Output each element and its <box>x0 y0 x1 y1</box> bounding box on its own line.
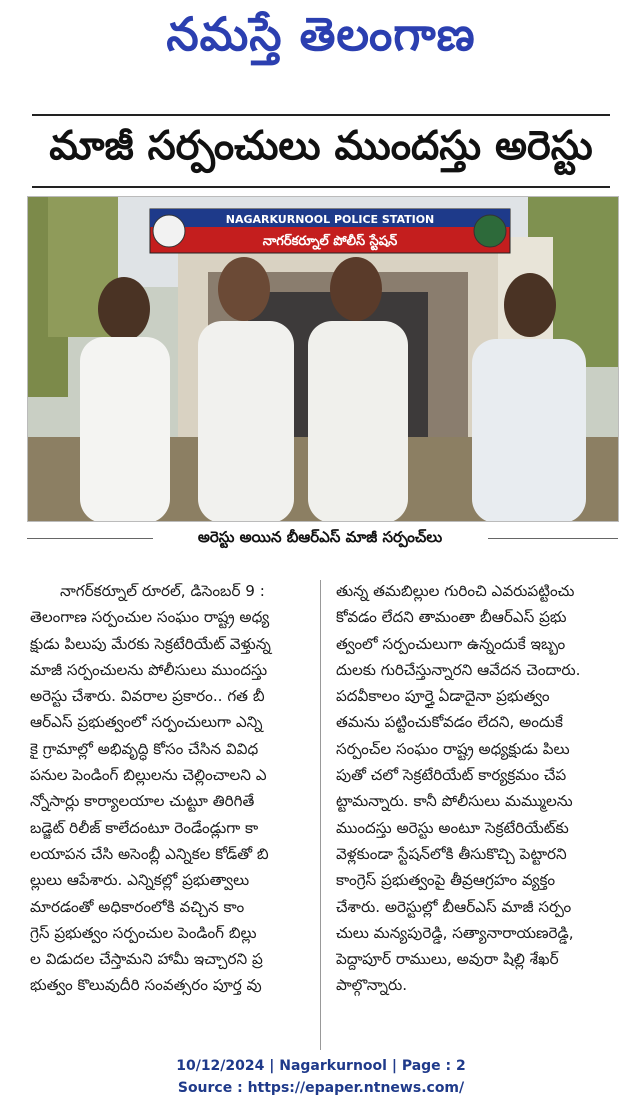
article-line: అరెస్టు చేశారు. వివరాల ప్రకారం.. గత బీ <box>30 687 265 706</box>
article-line: న్నోసార్లు కార్యాలయాల చుట్టూ తిరిగితే <box>30 792 255 811</box>
article-line: ల్లులు ఆపేశారు. ఎన్నికల్లో ప్రభుత్వాలు <box>30 871 250 890</box>
article-line: క్షుడు పిలుపు మేరకు సెక్రటేరియేట్ వెళ్తున్న <box>30 634 271 653</box>
article-line: పదవీకాలం పూర్తై ఏడాదైనా ప్రభుత్వం <box>336 687 550 706</box>
article-line: కోవడం లేదని తామంతా బీఆర్‌ఎస్ ప్రభు <box>336 608 567 627</box>
article-line: ముందస్తు అరెస్టు అంటూ సెక్రటేరియేట్‌కు <box>336 818 569 837</box>
article-line: ఆర్‌ఎస్ ప్రభుత్వంలో సర్పంచులుగా ఎన్ని <box>30 713 263 732</box>
article-line: తున్న తమబిల్లుల గురించి ఎవరుపట్టించు <box>336 582 575 600</box>
article-headline: మాజీ సర్పంచులు ముందస్తు అరెస్టు <box>49 123 593 169</box>
police-station-sign-english: NAGARKURNOOL POLICE STATION <box>225 213 435 226</box>
article-line: చులు మన్యపురెడ్డి, సత్యానారాయణరెడ్డి, <box>336 923 574 942</box>
column-divider <box>320 580 321 1050</box>
article-line: నాగర్‌కర్నూల్ రూరల్, డిసెంబర్ 9 : <box>60 582 265 600</box>
article-line: సర్పంచ్‌ల సంఘం రాష్ట్ర అధ్యక్షుడు పిలు <box>336 739 570 758</box>
caption-rule-right <box>488 538 618 539</box>
article-line: తమను పట్టించుకోవడం లేదని, అందుకే <box>336 713 563 732</box>
article-line: వెళ్లకుండా స్టేషన్‌లోకి తీసుకొచ్చి పెట్టారని <box>336 844 567 863</box>
article-column-right <box>336 578 608 999</box>
article-line: లయాపన చేసి అసెంబ్లీ ఎన్నికల కోడ్‌తో బి <box>30 844 269 863</box>
footer-source: Source : https://epaper.ntnews.com/ <box>177 1080 465 1096</box>
police-station-sign-telugu: నాగర్‌కర్నూల్ పోలీస్ స్టేషన్ <box>262 234 398 249</box>
masthead <box>0 8 642 72</box>
article-line: ట్టామన్నారు. కానీ పోలీసులు మమ్ములను <box>336 792 573 811</box>
article-line: బడ్జెట్ రిలీజ్ కాలేదంటూ రెండేండ్లుగా కా <box>30 818 259 837</box>
article-line: పాల్గొన్నారు. <box>336 976 408 995</box>
article-column-left <box>30 578 302 999</box>
article-line: మాజీ సర్పంచులను పోలీసులు ముందస్తు <box>30 660 268 679</box>
article-line: పుతో చలో సెక్రటేరియేట్ కార్యక్రమం చేప <box>336 766 567 785</box>
article-line: కాంగ్రెస్ ప్రభుత్వంపై తీవ్రఆగ్రహం వ్యక్తం <box>336 871 556 890</box>
article-line: తెలంగాణ సర్పంచుల సంఘం రాష్ట్ర అధ్య <box>30 608 270 627</box>
article-line: భుత్వం కొలువుదీరి సంవత్సరం పూర్త వు <box>30 976 262 995</box>
article-line: త్వంలో సర్పంచులుగా ఉన్నందుకే ఇబ్బం <box>336 634 566 653</box>
headline-bottom-rule <box>32 186 610 188</box>
footer-date-edition-page: 10/12/2024 | Nagarkurnool | Page : 2 <box>176 1058 466 1074</box>
article-line: పనుల పెండింగ్ బిల్లులను చెల్లించాలని ఎ <box>30 766 267 785</box>
caption-rule-left <box>27 538 153 539</box>
headline-top-rule <box>32 114 610 116</box>
article-line: పెద్దాపూర్ రాములు, అవురా షిల్లి శేఖర్ <box>336 950 559 969</box>
masthead-title: నమస్తే తెలంగాణ <box>166 7 476 61</box>
article-line: ల విడుదల చేస్తామని హామీ ఇచ్చారని ప్ర <box>30 950 263 969</box>
news-photo <box>27 196 619 522</box>
article-line: చేశారు. అరెస్టుల్లో బీఆర్‌ఎస్ మాజీ సర్పం <box>336 897 572 916</box>
article-line: మారడంతో అధికారంలోకి వచ్చిన కాం <box>30 897 245 916</box>
article-line: గ్రెస్ ప్రభుత్వం సర్పంచుల పెండింగ్ బిల్లు <box>30 923 257 942</box>
article-line: దులకు గురిచేస్తున్నారని ఆవేదన చెందారు. <box>336 660 581 679</box>
photo-caption: అరెస్టు అయిన బీఆర్‌ఎస్ మాజీ సర్పంచ్‌లు <box>197 528 443 546</box>
article-line: కై గ్రామాల్లో అభివృద్ధి కోసం చేసిన వివిధ <box>30 739 259 758</box>
